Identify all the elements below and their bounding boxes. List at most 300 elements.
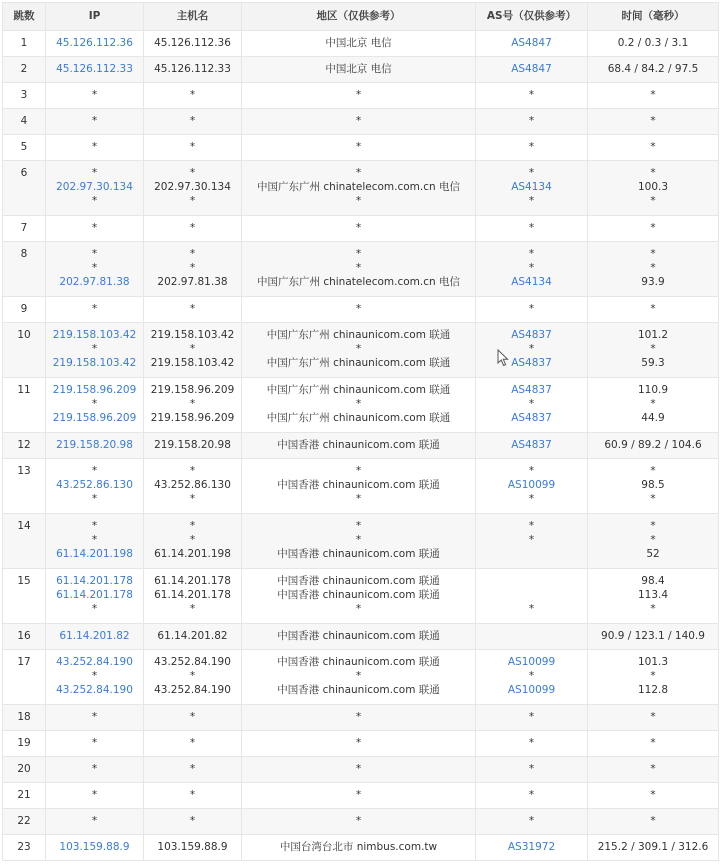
ip-value[interactable]: 219.158.20.98 (56, 439, 133, 451)
table-row (3, 161, 719, 216)
region-cell (242, 650, 476, 705)
ip-cell (46, 809, 144, 835)
ip-cell (46, 459, 144, 514)
hop-number: 10 (17, 329, 31, 341)
ip-value: * (91, 89, 98, 101)
as-cell (476, 757, 588, 783)
host-value: * (189, 789, 196, 801)
ip-cell (46, 135, 144, 161)
hop-cell (3, 705, 46, 731)
region-value: 中国香港 chinaunicom.com 联通 (277, 656, 440, 668)
time-value: * (650, 493, 656, 505)
time-value: * (650, 763, 656, 775)
time-cell (588, 783, 719, 809)
ip-value[interactable]: 45.126.112.33 (56, 63, 133, 75)
ip-value[interactable]: 219.158.103.42 (52, 357, 137, 369)
ip-value[interactable]: 219.158.96.209 (52, 384, 137, 396)
hop-cell (3, 624, 46, 650)
as-value: * (528, 789, 535, 801)
host-value: 61.14.201.82 (157, 630, 228, 642)
region-cell (242, 161, 476, 216)
ip-cell (46, 835, 144, 861)
time-cell (588, 242, 719, 297)
region-value: * (355, 789, 362, 801)
region-value: * (355, 737, 362, 749)
ip-cell (46, 83, 144, 109)
time-value: * (650, 195, 656, 207)
ip-value[interactable]: 43.252.84.190 (56, 656, 133, 668)
host-cell (144, 31, 242, 57)
time-cell (588, 757, 719, 783)
as-cell (476, 242, 588, 297)
time-cell (588, 57, 719, 83)
ip-value: * (91, 262, 98, 274)
header-time: 时间（毫秒） (588, 3, 719, 31)
time-value: * (650, 167, 656, 179)
host-value: 219.158.103.42 (150, 357, 235, 369)
time-value: * (650, 262, 656, 274)
as-value (476, 588, 587, 602)
hop-cell (3, 835, 46, 861)
table-row (3, 109, 719, 135)
ip-cell (46, 650, 144, 705)
region-value: 中国广东广州 chinaunicom.com 联通 (266, 329, 451, 341)
as-value: * (528, 398, 535, 410)
hop-number: 17 (17, 656, 31, 668)
hop-number: 19 (17, 737, 31, 749)
ip-cell (46, 514, 144, 569)
table-header (3, 3, 719, 31)
host-value: * (189, 493, 196, 505)
host-value: 45.126.112.33 (154, 63, 231, 75)
region-value: * (355, 303, 362, 315)
table-row (3, 378, 719, 433)
time-value: * (650, 815, 656, 827)
ip-value: * (91, 670, 98, 682)
host-value: 219.158.103.42 (150, 329, 235, 341)
table-row (3, 731, 719, 757)
region-cell (242, 783, 476, 809)
time-value: 0.2 / 0.3 / 3.1 (617, 37, 689, 49)
as-cell (476, 514, 588, 569)
time-value: 112.8 (637, 684, 669, 696)
as-cell (476, 650, 588, 705)
region-value: * (355, 711, 362, 723)
region-cell (242, 297, 476, 323)
as-value[interactable]: AS4847 (511, 37, 552, 49)
hop-number: 13 (17, 465, 31, 477)
as-value: * (528, 763, 535, 775)
time-cell (588, 216, 719, 242)
time-cell (588, 433, 719, 459)
hop-cell (3, 514, 46, 569)
as-cell (476, 83, 588, 109)
ip-cell (46, 57, 144, 83)
region-cell (242, 323, 476, 378)
ip-value: * (91, 763, 98, 775)
ip-value: * (91, 222, 98, 234)
ip-value[interactable]: 202.97.30.134 (56, 181, 133, 193)
ip-cell (46, 242, 144, 297)
as-cell (476, 323, 588, 378)
table-row (3, 809, 719, 835)
host-cell (144, 161, 242, 216)
region-value: * (355, 195, 362, 207)
as-value[interactable]: AS10099 (507, 479, 556, 491)
region-value: 中国香港 chinaunicom.com 联通 (277, 439, 440, 451)
region-value: * (355, 248, 362, 260)
host-value: 43.252.86.130 (154, 479, 231, 491)
time-value: * (650, 89, 656, 101)
as-value[interactable]: AS4134 (511, 276, 552, 288)
region-value: 中国香港 chinaunicom.com 联通 (277, 548, 440, 560)
hop-number: 16 (17, 630, 31, 642)
region-value: 中国香港 chinaunicom.com 联通 (277, 575, 440, 587)
as-value[interactable]: AS4837 (511, 384, 552, 396)
ip-value[interactable]: 219.158.103.42 (52, 329, 137, 341)
hop-number: 21 (17, 789, 31, 801)
time-value: 113.4 (637, 589, 669, 601)
hop-number: 23 (17, 841, 31, 853)
time-value: * (650, 303, 656, 315)
time-cell (588, 514, 719, 569)
region-value: * (355, 141, 362, 153)
hop-cell (3, 57, 46, 83)
as-cell (476, 31, 588, 57)
ip-cell (46, 757, 144, 783)
ip-value: * (91, 195, 98, 207)
region-value: 中国香港 chinaunicom.com 联通 (277, 684, 440, 696)
as-cell (476, 624, 588, 650)
as-cell (476, 216, 588, 242)
table-row (3, 242, 719, 297)
as-value: * (528, 815, 535, 827)
host-cell (144, 109, 242, 135)
as-value: * (528, 167, 535, 179)
time-cell (588, 378, 719, 433)
as-value: * (528, 89, 535, 101)
as-value (476, 547, 587, 561)
ip-cell (46, 624, 144, 650)
time-cell (588, 835, 719, 861)
ip-cell (46, 109, 144, 135)
time-value: 93.9 (641, 276, 665, 288)
as-value[interactable]: AS4837 (511, 412, 552, 424)
region-cell (242, 569, 476, 624)
hop-cell (3, 569, 46, 624)
host-value: * (189, 343, 196, 355)
ip-cell (46, 216, 144, 242)
time-value: * (650, 222, 656, 234)
as-cell (476, 731, 588, 757)
as-value: * (528, 195, 535, 207)
region-value: 中国香港 chinaunicom.com 联通 (277, 479, 440, 491)
host-value: * (189, 167, 196, 179)
ip-value: * (91, 815, 98, 827)
region-value: 中国广东广州 chinatelecom.com.cn 电信 (256, 181, 461, 193)
ip-value[interactable]: 61.14.201.178 (56, 575, 133, 587)
region-value: 中国台湾台北市 nimbus.com.tw (279, 841, 438, 853)
time-value: * (650, 711, 656, 723)
region-cell (242, 31, 476, 57)
host-cell (144, 731, 242, 757)
hop-cell (3, 731, 46, 757)
ip-value: * (91, 167, 98, 179)
as-value[interactable]: AS4134 (511, 181, 552, 193)
time-value: * (650, 520, 656, 532)
as-cell (476, 297, 588, 323)
table-row (3, 650, 719, 705)
host-value: * (189, 141, 196, 153)
host-value: * (189, 815, 196, 827)
host-cell (144, 569, 242, 624)
as-value[interactable]: AS10099 (507, 656, 556, 668)
time-value: * (650, 603, 656, 615)
region-value: * (355, 343, 362, 355)
ip-value: * (91, 789, 98, 801)
host-value: * (189, 303, 196, 315)
as-value[interactable]: AS31972 (507, 841, 556, 853)
hop-number: 3 (20, 89, 28, 101)
time-value: 98.5 (641, 479, 665, 491)
header-hop: 跳数 (3, 3, 46, 31)
table-row (3, 705, 719, 731)
region-cell (242, 83, 476, 109)
hop-cell (3, 161, 46, 216)
as-value: * (528, 222, 535, 234)
hop-number: 15 (17, 575, 31, 587)
host-cell (144, 83, 242, 109)
table-row (3, 459, 719, 514)
time-cell (588, 731, 719, 757)
hop-number: 11 (17, 384, 31, 396)
ip-value: * (91, 534, 98, 546)
time-value: * (650, 534, 656, 546)
time-value: 60.9 / 89.2 / 104.6 (604, 439, 702, 451)
ip-cell (46, 705, 144, 731)
as-value: * (528, 141, 535, 153)
time-value: 59.3 (641, 357, 665, 369)
hop-number: 12 (17, 439, 31, 451)
region-value: * (355, 520, 362, 532)
time-value: 68.4 / 84.2 / 97.5 (607, 63, 699, 75)
hop-cell (3, 650, 46, 705)
host-cell (144, 57, 242, 83)
region-cell (242, 514, 476, 569)
host-value: * (189, 248, 196, 260)
time-cell (588, 109, 719, 135)
time-cell (588, 705, 719, 731)
region-value: * (355, 493, 362, 505)
region-value: 中国北京 电信 (325, 63, 392, 75)
host-value: * (189, 534, 196, 546)
region-value: 中国香港 chinaunicom.com 联通 (277, 589, 440, 601)
as-cell (476, 459, 588, 514)
as-value: * (528, 737, 535, 749)
as-cell (476, 835, 588, 861)
hop-cell (3, 433, 46, 459)
time-cell (588, 624, 719, 650)
region-value: * (355, 89, 362, 101)
host-cell (144, 757, 242, 783)
host-value: * (189, 222, 196, 234)
host-value: * (189, 763, 196, 775)
region-cell (242, 378, 476, 433)
host-value: 45.126.112.36 (154, 37, 231, 49)
hop-cell (3, 809, 46, 835)
table-row (3, 569, 719, 624)
region-cell (242, 216, 476, 242)
ip-cell (46, 731, 144, 757)
as-value: * (528, 303, 535, 315)
hop-cell (3, 459, 46, 514)
time-value: * (650, 343, 656, 355)
region-value: 中国北京 电信 (325, 37, 392, 49)
ip-cell (46, 161, 144, 216)
as-value[interactable]: AS10099 (507, 684, 556, 696)
ip-value[interactable]: 219.158.96.209 (52, 412, 137, 424)
table-body (3, 31, 719, 861)
time-cell (588, 31, 719, 57)
as-cell (476, 109, 588, 135)
ip-value: * (91, 493, 98, 505)
time-value: * (650, 248, 656, 260)
as-value (476, 574, 587, 588)
host-value: * (189, 603, 196, 615)
ip-cell (46, 31, 144, 57)
table-row (3, 297, 719, 323)
as-cell (476, 705, 588, 731)
as-cell (476, 161, 588, 216)
region-value: * (355, 603, 362, 615)
time-value: * (650, 398, 656, 410)
ip-value[interactable]: 61.14.201.178 (56, 589, 133, 601)
host-value: 103.159.88.9 (157, 841, 228, 853)
ip-cell (46, 323, 144, 378)
time-value: 101.2 (637, 329, 669, 341)
hop-cell (3, 297, 46, 323)
as-value: * (528, 534, 535, 546)
host-cell (144, 624, 242, 650)
host-value: * (189, 115, 196, 127)
region-value: * (355, 115, 362, 127)
as-cell (476, 135, 588, 161)
host-value: 43.252.84.190 (154, 684, 231, 696)
as-cell (476, 378, 588, 433)
ip-value: * (91, 343, 98, 355)
region-value: * (355, 763, 362, 775)
ip-value[interactable]: 61.14.201.82 (59, 630, 130, 642)
as-value[interactable]: AS4837 (511, 357, 552, 369)
host-value: 61.14.201.178 (154, 575, 231, 587)
ip-value: * (91, 465, 98, 477)
ip-value[interactable]: 61.14.201.198 (56, 548, 133, 560)
time-value: 101.3 (637, 656, 669, 668)
hop-number: 22 (17, 815, 31, 827)
table-row (3, 433, 719, 459)
host-value: 219.158.96.209 (150, 384, 235, 396)
host-cell (144, 514, 242, 569)
hop-number: 18 (17, 711, 31, 723)
ip-value[interactable]: 43.252.84.190 (56, 684, 133, 696)
host-cell (144, 323, 242, 378)
ip-cell (46, 297, 144, 323)
table-row (3, 783, 719, 809)
as-cell (476, 783, 588, 809)
as-cell (476, 569, 588, 624)
region-cell (242, 809, 476, 835)
hop-number: 7 (20, 222, 28, 234)
hop-number: 4 (20, 115, 28, 127)
time-value: 44.9 (641, 412, 665, 424)
region-value: * (355, 465, 362, 477)
host-cell (144, 135, 242, 161)
ip-value[interactable]: 43.252.86.130 (56, 479, 133, 491)
hop-cell (3, 242, 46, 297)
table-row (3, 83, 719, 109)
as-value: * (528, 670, 535, 682)
ip-value[interactable]: 45.126.112.36 (56, 37, 133, 49)
host-value: 202.97.30.134 (154, 181, 231, 193)
time-value: * (650, 670, 656, 682)
region-cell (242, 624, 476, 650)
host-value: * (189, 465, 196, 477)
host-value: 61.14.201.178 (154, 589, 231, 601)
host-cell (144, 705, 242, 731)
time-value: 110.9 (637, 384, 669, 396)
host-cell (144, 433, 242, 459)
table-row (3, 514, 719, 569)
time-cell (588, 459, 719, 514)
header-region: 地区（仅供参考） (242, 3, 476, 31)
region-cell (242, 242, 476, 297)
host-value: 219.158.20.98 (154, 439, 231, 451)
as-value[interactable]: AS4847 (511, 63, 552, 75)
hop-cell (3, 783, 46, 809)
ip-cell (46, 378, 144, 433)
host-value: 43.252.84.190 (154, 656, 231, 668)
host-value: 61.14.201.198 (154, 548, 231, 560)
hop-number: 6 (20, 167, 28, 179)
region-value: 中国广东广州 chinaunicom.com 联通 (266, 384, 451, 396)
ip-value[interactable]: 202.97.81.38 (59, 276, 130, 288)
region-value: * (355, 815, 362, 827)
time-value: * (650, 789, 656, 801)
as-value[interactable]: AS4837 (511, 439, 552, 451)
time-cell (588, 569, 719, 624)
hop-cell (3, 109, 46, 135)
as-value: * (528, 603, 535, 615)
time-value: 52 (646, 548, 660, 560)
region-value: 中国广东广州 chinaunicom.com 联通 (266, 412, 451, 424)
ip-value: * (91, 115, 98, 127)
hop-number: 8 (20, 248, 28, 260)
as-cell (476, 57, 588, 83)
hop-number: 2 (20, 63, 28, 75)
hop-cell (3, 757, 46, 783)
as-value[interactable]: AS4837 (511, 329, 552, 341)
region-value: 中国广东广州 chinaunicom.com 联通 (266, 357, 451, 369)
hop-cell (3, 31, 46, 57)
ip-value: * (91, 303, 98, 315)
time-cell (588, 135, 719, 161)
time-value: * (650, 737, 656, 749)
time-value: * (650, 141, 656, 153)
time-cell (588, 161, 719, 216)
ip-value: * (91, 398, 98, 410)
ip-value[interactable]: 103.159.88.9 (59, 841, 130, 853)
hop-cell (3, 216, 46, 242)
